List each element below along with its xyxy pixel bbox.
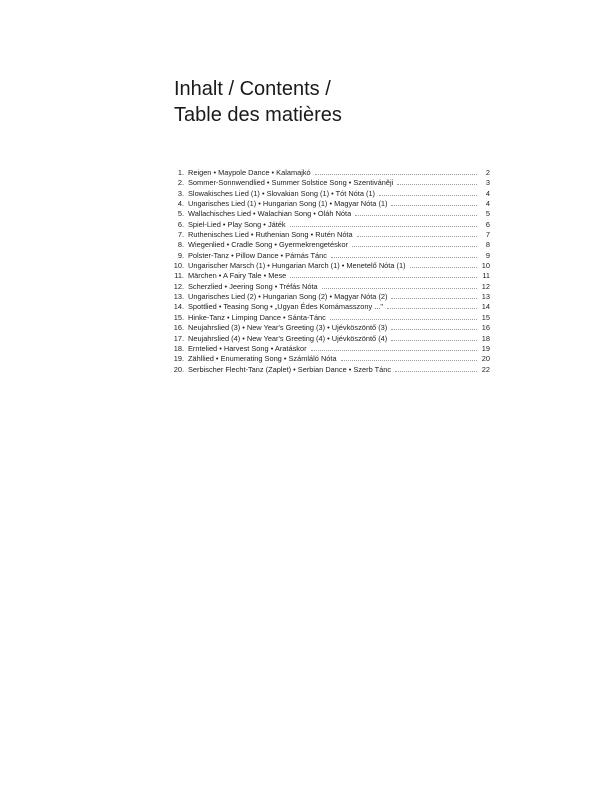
- toc-entry: [170, 365, 490, 375]
- toc-dot-leader: [387, 308, 477, 309]
- toc-dot-leader: [391, 340, 477, 341]
- toc-dot-leader: [311, 350, 477, 351]
- toc-entry-title: Ungarischer Marsch (1) • Hungarian March (1) • Menetelő Nóta (1): [188, 261, 406, 271]
- toc-entry: [170, 282, 490, 292]
- toc-entry-page-number: 3: [485, 178, 490, 188]
- toc-entry: [170, 354, 490, 364]
- toc-entry-number: 13.: [173, 292, 184, 302]
- toc-entry-page-number: 5: [485, 209, 490, 219]
- toc-entry-page-number: 10: [481, 261, 490, 271]
- toc-entry-page-number: 2: [485, 168, 490, 177]
- toc-entry-title: Scherzlied • Jeering Song • Tréfás Nóta: [188, 281, 318, 291]
- toc-entry-title: Serbischer Flecht-Tanz (Zaplet) • Serbian Dance • Szerb Tánc: [188, 364, 392, 374]
- toc-entry-title: Ungarisches Lied (1) • Hungarian Song (1) • Magyar Nóta (1): [188, 199, 388, 209]
- toc-dot-leader: [352, 246, 477, 247]
- toc-entry-number: 19.: [173, 354, 184, 364]
- toc-entry-title: Ruthenisches Lied • Ruthenian Song • Rutén Nóta: [188, 230, 353, 240]
- toc-entry-number: 16.: [173, 323, 184, 333]
- toc-entry-page-number: 15: [481, 312, 490, 322]
- toc-entry-page-number: 9: [485, 250, 490, 260]
- toc-entry: [170, 168, 490, 178]
- toc-dot-leader: [397, 184, 477, 185]
- toc-dot-leader: [391, 298, 477, 299]
- toc-entry-number: 6.: [177, 219, 184, 229]
- toc-entry-number: 3.: [177, 188, 184, 198]
- toc-entry-title: Sommer-Sonnwendlied • Summer Solstice Song • Szentiváněji: [188, 178, 394, 188]
- toc-entry-number: 15.: [173, 312, 184, 322]
- toc-entry: [170, 292, 490, 302]
- toc-entry-page-number: 12: [481, 281, 490, 291]
- toc-entry-number: 9.: [177, 250, 184, 260]
- toc-entry-number: 7.: [177, 230, 184, 240]
- toc-entry: [170, 323, 490, 333]
- toc-entry: [170, 178, 490, 188]
- toc-dot-leader: [315, 174, 477, 175]
- toc-entry-number: 1.: [177, 168, 184, 177]
- toc-dot-leader: [379, 195, 477, 196]
- toc-entry: [170, 251, 490, 261]
- toc-entry-title: Erntelied • Harvest Song • Aratáskor: [188, 343, 307, 353]
- table-of-contents: [170, 168, 490, 375]
- page-title: [174, 76, 342, 128]
- toc-entry-page-number: 6: [485, 219, 490, 229]
- toc-dot-leader: [331, 257, 477, 258]
- toc-entry-page-number: 18: [481, 333, 490, 343]
- toc-dot-leader: [391, 329, 477, 330]
- toc-entry-title: Spiel-Lied • Play Song • Játék: [188, 219, 286, 229]
- toc-dot-leader: [322, 288, 477, 289]
- toc-entry: [170, 240, 490, 250]
- toc-dot-leader: [341, 360, 477, 361]
- toc-entry-number: 11.: [174, 271, 184, 281]
- toc-entry-title: Ungarisches Lied (2) • Hungarian Song (2) • Magyar Nóta (2): [188, 292, 388, 302]
- toc-entry-title: Neujahrslied (4) • New Year's Greeting (4) • Ujévköszöntő (4): [188, 333, 388, 343]
- toc-dot-leader: [410, 267, 477, 268]
- toc-entry-title: Wiegenlied • Cradle Song • Gyermekrengetéskor: [188, 240, 349, 250]
- toc-entry-page-number: 20: [481, 354, 490, 364]
- toc-entry: [170, 261, 490, 271]
- toc-entry-title: Hinke-Tanz • Limping Dance • Sánta-Tánc: [188, 312, 326, 322]
- toc-entry-page-number: 16: [481, 323, 490, 333]
- toc-dot-leader: [391, 205, 477, 206]
- toc-entry-page-number: 13: [481, 292, 490, 302]
- toc-entry-number: 18.: [173, 343, 184, 353]
- toc-dot-leader: [330, 319, 477, 320]
- toc-entry-page-number: 7: [485, 230, 490, 240]
- toc-entry: [170, 199, 490, 209]
- toc-entry: [170, 209, 490, 219]
- toc-entry: [170, 334, 490, 344]
- toc-entry-number: 14.: [173, 302, 184, 312]
- toc-entry-number: 8.: [177, 240, 184, 250]
- toc-entry: [170, 313, 490, 323]
- toc-entry-title: Reigen • Maypole Dance • Kalamajkó: [188, 168, 311, 177]
- toc-dot-leader: [355, 215, 477, 216]
- toc-entry-number: 2.: [177, 178, 184, 188]
- toc-entry-page-number: 11: [482, 271, 490, 281]
- toc-entry-page-number: 4: [485, 188, 490, 198]
- toc-entry: [170, 230, 490, 240]
- toc-entry-page-number: 4: [485, 199, 490, 209]
- toc-entry-page-number: 8: [485, 240, 490, 250]
- toc-entry-page-number: 22: [481, 364, 490, 374]
- toc-entry: [170, 220, 490, 230]
- toc-entry: [170, 302, 490, 312]
- toc-entry-title: Märchen • A Fairy Tale • Mese: [188, 271, 287, 281]
- toc-entry-number: 17.: [173, 333, 184, 343]
- toc-entry-title: Zähllied • Enumerating Song • Számláló Nóta: [188, 354, 337, 364]
- page-title-line-1: Inhalt / Contents /: [174, 78, 331, 100]
- toc-entry-page-number: 14: [481, 302, 490, 312]
- toc-entry-number: 10.: [173, 261, 184, 271]
- page-title-line-2: Table des matières: [174, 104, 342, 126]
- toc-entry-title: Slowakisches Lied (1) • Slovakian Song (1) • Tót Nóta (1): [188, 188, 376, 198]
- toc-dot-leader: [357, 236, 477, 237]
- toc-entry: [170, 271, 490, 281]
- toc-entry-title: Wallachisches Lied • Walachian Song • Oláh Nóta: [188, 209, 352, 219]
- toc-entry-page-number: 19: [481, 343, 490, 353]
- toc-entry: [170, 344, 490, 354]
- toc-entry-number: 12.: [173, 281, 184, 291]
- toc-entry-number: 5.: [177, 209, 184, 219]
- toc-entry-title: Neujahrslied (3) • New Year's Greeting (3) • Ujévköszöntő (3): [188, 323, 388, 333]
- toc-entry-number: 20.: [173, 364, 184, 374]
- toc-entry-title: Spottlied • Teasing Song • „Ugyan Édes Komámasszony ...": [188, 302, 383, 312]
- toc-dot-leader: [290, 277, 477, 278]
- toc-dot-leader: [395, 371, 477, 372]
- toc-entry-title: Polster-Tanz • Pillow Dance • Párnás Tánc: [188, 250, 327, 260]
- toc-entry-number: 4.: [177, 199, 184, 209]
- toc-dot-leader: [290, 226, 477, 227]
- toc-entry: [170, 189, 490, 199]
